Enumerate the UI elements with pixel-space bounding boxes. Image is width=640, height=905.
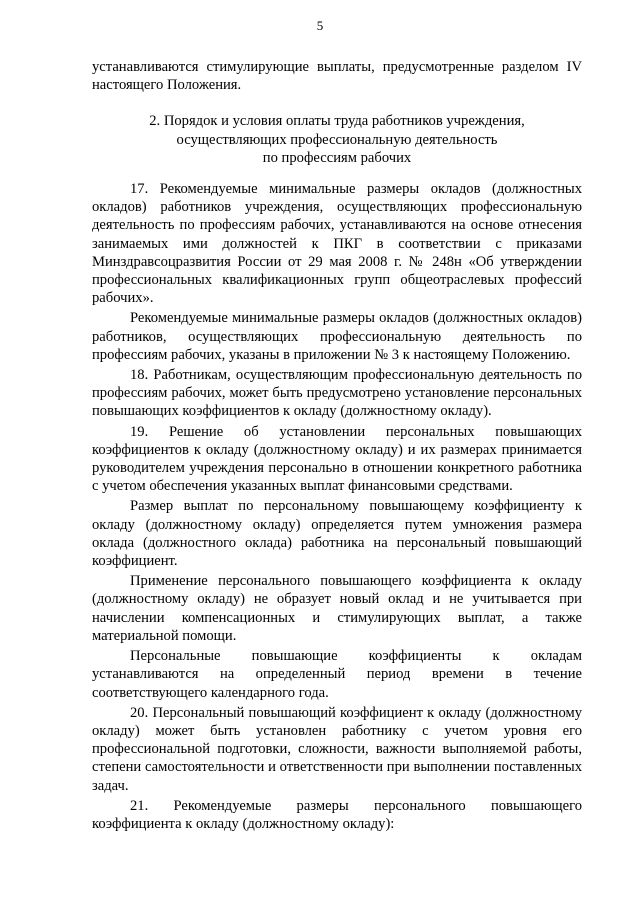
paragraph-21: 21. Рекомендуемые размеры персонального повышающего коэффициента к окладу (должностному окладу):: [92, 797, 582, 832]
paragraph-19: 19. Решение об установлении персональных повышающих коэффициентов к окладу (должностному окладу) и их размерах принимается руководителем учреждения персонально в отношении конкретного работника с учетом обеспечения указанных выплат финансовыми средствами.: [92, 423, 582, 495]
paragraph-17-recommended-sizes: Рекомендуемые минимальные размеры окладов (должностных окладов) работников, осуществляющих профессиональную деятельность по профессиям рабочих, указаны в приложении № 3 к настоящему Положению.: [92, 310, 582, 363]
paragraph-19-period: Персональные повышающие коэффициенты к окладам устанавливаются на определенный период времени в течение соответствующего календарного года.: [92, 648, 582, 701]
paragraph-19-payment-size: Размер выплат по персональному повышающему коэффициенту к окладу (должностному окладу) определяется путем умножения размера оклада (должностного оклада) работника на персональный повышающий коэффициент.: [92, 498, 582, 570]
intro-paragraph: устанавливаются стимулирующие выплаты, предусмотренные разделом IV настоящего Положения.: [92, 59, 582, 94]
section-heading-line-3: по профессиям рабочих: [262, 149, 412, 166]
section-heading-line-1: 2. Порядок и условия оплаты труда работников учреждения,: [149, 113, 525, 130]
section-heading: [92, 112, 582, 167]
paragraph-20: 20. Персональный повышающий коэффициент к окладу (должностному окладу) может быть установлен работнику с учетом уровня его профессиональной подготовки, сложности, важности выполняемой работы, степени самостоятельности и ответственности при выполнении поставленных задач.: [92, 704, 582, 794]
paragraph-18: 18. Работникам, осуществляющим профессиональную деятельность по профессиям рабочих, может быть предусмотрено установление персональных повышающих коэффициентов к окладу (должностному окладу).: [92, 367, 582, 420]
section-heading-line-2: осуществляющих профессиональную деятельность: [176, 131, 498, 148]
page-number: 5: [316, 18, 324, 33]
paragraph-17: 17. Рекомендуемые минимальные размеры окладов (должностных окладов) работников учреждения, осуществляющих профессиональную деятельность по профессиям рабочих, устанавливаются на основе отнесения занимаемых ими должностей к ПКГ в соответствии с приказами Минздравсоцразвития России от 29 мая 2008 г. № 248н «Об утверждении профессиональных квалификационных групп общеотраслевых профессий рабочих».: [92, 181, 582, 307]
paragraph-19-application: Применение персонального повышающего коэффициента к окладу (должностному окладу) не образует новый оклад и не учитывается при начислении компенсационных и стимулирующих выплат, а также материальной помощи.: [92, 573, 582, 644]
document-body: [92, 58, 582, 833]
